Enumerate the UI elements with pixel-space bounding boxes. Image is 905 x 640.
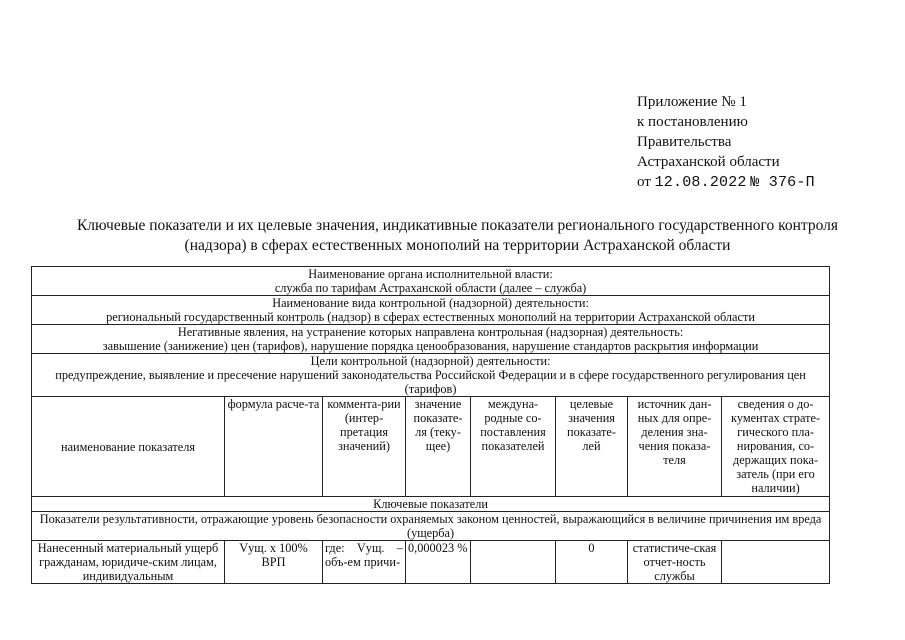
goals-row [32,354,830,397]
goals-heading: Цели контрольной (надзорной) деятельности: [310,354,551,368]
org-heading: Наименование органа исполнительной власти: [308,267,553,281]
appendix-line-4: Астраханской области [637,154,780,170]
appendix-date: 12.08.2022 [654,174,747,191]
activity-heading: Наименование вида контрольной (надзорной) деятельности: [272,296,589,310]
section-result-row [32,512,830,541]
org-value: служба по тарифам Астраханской области (далее – служба) [274,281,587,295]
document-title [40,216,875,256]
title-line-2: (надзора) в сферах естественных монополий на территории Астраханской области [184,237,731,254]
activity-value: региональный государственный контроль (надзор) в сферах естественных монополий на территории Астраханской области [106,310,755,324]
goals-value: предупреждение, выявление и пресечение нарушений законодательства Российской Федерации и в сфере государственного регулирования цен (тарифов) [55,368,806,396]
column-header: формула расче-та [225,397,323,497]
appendix-number: № 376-П [750,174,815,191]
column-header: наименование показателя [32,397,225,497]
cell-data-source: статистиче-ская отчет-ность службы [628,541,722,584]
section-key-indicators: Ключевые показатели [32,497,830,512]
section-key-row [32,497,830,512]
appendix-line-1: Приложение № 1 [637,94,747,110]
column-header: сведения о до-кументах страте-гического пла-нирования, со-держащих пока-затель (при его наличии) [722,397,830,497]
column-header: значение показате-ля (теку-щее) [406,397,471,497]
negative-value: завышение (занижение) цен (тарифов), нарушение порядка ценообразования, нарушение стандартов раскрытия информации [102,339,759,353]
org-row [32,267,830,296]
table-row [32,541,830,584]
column-header: целевые значения показате-лей [556,397,628,497]
column-header: источник дан-ных для опре-деления зна-чения показа-теля [628,397,722,497]
negative-heading: Негативные явления, на устранение которых направлена контрольная (надзорная) деятельность: [177,325,684,339]
appendix-line-2: к постановлению [637,114,748,130]
negative-row [32,325,830,354]
appendix-line-3: Правительства [637,134,732,150]
cell-indicator-name: Нанесенный материальный ущерб гражданам, юридиче-ским лицам, индивидуальным [32,541,225,584]
title-line-1: Ключевые показатели и их целевые значения, индикативные показатели регионального государственного контроля [76,217,839,234]
column-header-row [32,397,830,497]
indicators-table [31,266,830,584]
cell-planning-docs [722,541,830,584]
appendix-date-line [637,172,815,193]
cell-target-value: 0 [556,541,628,584]
appendix-block [637,92,815,193]
column-header: коммента-рии (интер-претация значений) [323,397,406,497]
activity-row [32,296,830,325]
cell-comment: где: Vущ. – объ-ем причи- [323,541,406,584]
cell-formula: Vущ. x 100% ВРП [225,541,323,584]
appendix-date-prefix: от [637,174,651,190]
cell-international [471,541,556,584]
section-result-indicators: Показатели результативности, отражающие уровень безопасности охраняемых законом ценностей, выражающийся в величине причинения им вреда (ущерба) [32,512,830,541]
column-header: междуна-родные со-поставления показателей [471,397,556,497]
cell-current-value: 0,000023 % [406,541,471,584]
